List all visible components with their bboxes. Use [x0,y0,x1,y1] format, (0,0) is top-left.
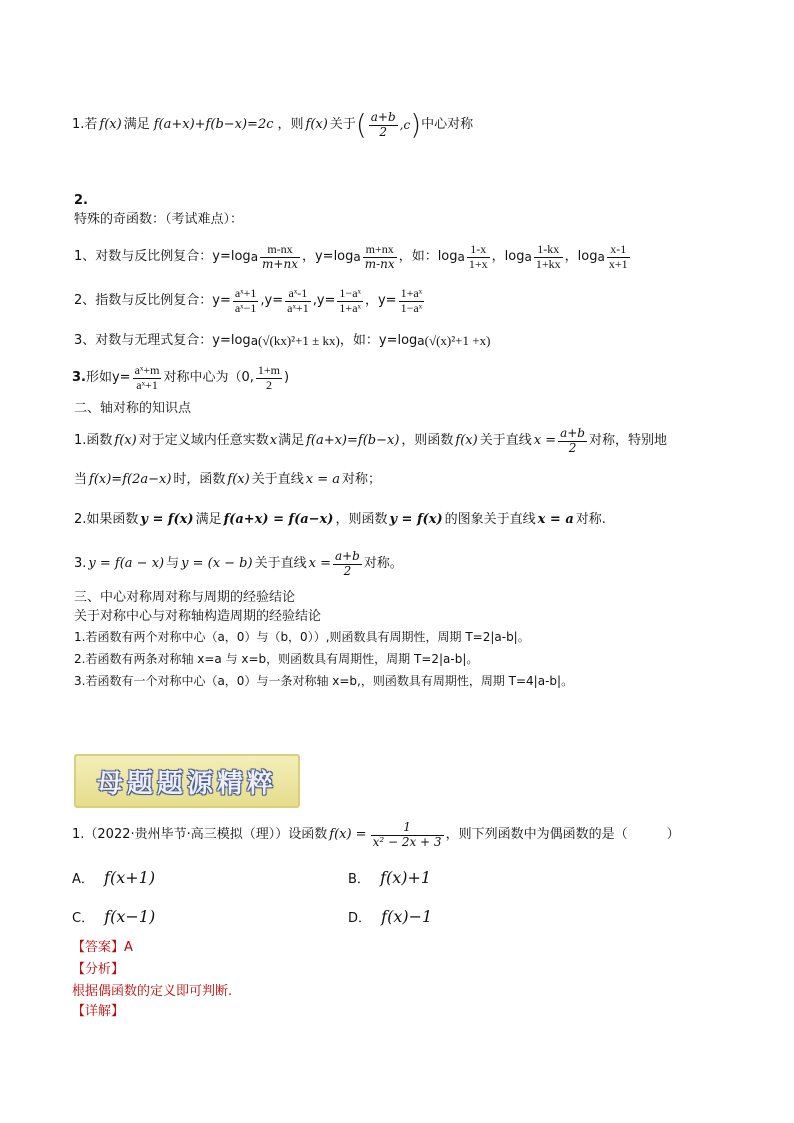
axis-p4-c: 关于直线 [254,556,307,572]
q1-detail-label: 【详解】 [72,1004,125,1019]
s3-end: ) [284,370,290,386]
s2-l1-c2: ，log [564,249,598,265]
s2-l2-f3d: 1+aˣ [339,300,361,315]
axis-p4-f2: y = (x − b) [181,556,253,572]
s3-cfrac [256,364,282,393]
axis-p1-f: 对称，特别地 [588,433,667,449]
q1-stem-fx: f(x) = [329,827,367,843]
s2-l1-ru: ，如：log [398,249,458,265]
axis-p3-x: x = a [537,512,574,527]
axis-p4 [74,546,403,582]
q1-opt-d-text: f(x)−1 [381,907,433,926]
s2-l2-f1d: aˣ−1 [234,300,257,315]
axis-p2-d: 对称； [341,472,381,487]
s2-l2-f1n: aˣ+1 [234,285,257,300]
s2-l1-f1n: m-nx [260,243,300,258]
s2-l2-f4n: 1+aˣ [400,285,423,300]
axis-p4-a: 3. [74,556,87,572]
axis-p1-b: 对于定义域内任意实数 [138,433,269,449]
axis-p3-eq: f(a+x) = f(a−x) [223,512,334,527]
s2-l1-f1d: m+nx [262,256,298,271]
s2-l1-frac5 [607,243,630,272]
s2-line2 [74,282,426,320]
q1-opt-b-text: f(x)+1 [380,868,432,887]
axis-p3-b: 满足 [195,512,222,527]
q1-stem [72,817,680,853]
axis-p3-d: 的图象关于直线 [444,512,536,527]
axis-p4-d: 对称。 [363,556,403,572]
q1-option-a[interactable] [72,868,155,888]
axis-p1-a: 1.函数 [74,433,113,449]
q1-stem-n: 1 [371,821,444,836]
s2-l2-f2d: aˣ+1 [287,300,309,315]
s2-l2-frac2 [285,287,311,316]
period-sub: 关于对称中心与对称轴构造周期的经验结论 [74,609,322,624]
q1-stem-b: ，则下列函数中为偶函数的是（ ） [445,827,680,843]
axis-p1-eq: f(a+x)=f(b−x) [306,433,400,449]
q1-option-c[interactable] [72,907,155,927]
axis-p1 [74,424,667,458]
axis-p3-a: 2.如果函数 [74,512,139,527]
s1-fx2: f(x) [305,117,328,133]
s2-line1 [74,238,632,276]
s2-l1-mid: ，y=log [301,249,354,265]
q1-opt-a-text: f(x+1) [104,868,156,887]
axis-p3-e: 对称. [575,512,606,527]
axis-p3-y: y = f(x) [140,512,194,527]
s2-l1-a3: a [457,249,465,264]
axis-p1-x2: x = [533,433,557,449]
s2-l2-sep1: ,y= [260,293,284,309]
q1-analysis-label: 【分析】 [72,962,125,977]
axis-heading: 二、轴对称的知识点 [74,401,192,416]
axis-p2-a: 当 [74,472,88,487]
s3-fn: aˣ+m [134,362,160,377]
q1-opt-a-label: A． [72,872,94,887]
section1-line [72,95,473,155]
s2-line3 [74,330,490,352]
s3-cn: 1+m [257,362,280,377]
period-item: 3.若函数有一个对称中心（a，0）与一条对称轴 x=b,，则函数具有周期性，周期 T=4|a-b|。 [74,674,574,688]
s2-l3-ru: ，如：y=log [339,333,418,349]
s2-l3-body2: (√(x)²+1 +x) [424,333,491,349]
q1-stem-d: x² − 2x + 3 [372,834,442,849]
q1-opt-b-label: B． [348,872,370,887]
axis-p4-den: 2 [343,563,352,578]
s2-l1-frac2 [363,243,397,272]
s2-l1-f2d: m-nx [364,256,395,271]
s2-l1-g3n: x-1 [607,243,630,258]
s1-lparen: ( [355,108,367,142]
s2-l2-sep2: ,y= [312,293,336,309]
q1-opt-c-text: f(x−1) [104,907,156,926]
s1-manzu: 满足 [123,117,150,133]
s2-l2-pre: 2、指数与反比例复合：y= [74,293,231,309]
s2-l3-a: a [250,333,259,348]
s1-eq: f(a+x)+f(b−x)=2c [153,117,274,133]
axis-p2 [74,472,381,488]
s2-l1-g1d: 1+x [468,256,488,271]
s2-l2-frac4 [399,287,425,316]
s2-l1-g2n: 1-kx [534,243,563,258]
axis-p1-d: ，则函数 [401,433,454,449]
axis-p4-b: 与 [166,556,180,572]
s2-title: 特殊的奇函数：（考试难点）： [74,212,244,227]
s1-guanyu: 关于 [329,117,356,133]
axis-p1-c: 满足 [278,433,305,449]
axis-p4-x: x = [308,556,331,572]
axis-p1-n: a+b [560,425,585,440]
s2-l2-frac1 [233,287,259,316]
axis-p2-b: 时，函数 [173,472,226,487]
s1-rparen: ) [410,108,422,142]
axis-p2-c: 关于直线 [251,472,304,487]
s2-l1-frac3 [467,243,490,272]
axis-p1-frac [558,427,587,456]
s2-l2-sep3: ，y= [364,293,397,309]
banner-text: 母题题源精粹 [96,768,277,799]
q1-opt-c-label: C． [72,911,95,926]
s1-ze: ，则 [277,117,304,133]
axis-p3-c: ，则函数 [335,512,388,527]
s1-ruo: 若 [84,117,98,133]
axis-p2-eq: f(x)=f(2a−x) [89,472,172,487]
s2-l1-a4: a [524,249,532,264]
s3-frac [133,364,162,393]
s1-tail: 中心对称 [421,117,474,133]
s2-l2-f2n: aˣ-1 [285,287,311,302]
period-item: 1.若函数有两个对称中心（a，0）与（b，0））,则函数具有周期性，周期 T=2|a-b|。 [74,630,530,644]
s2-l1-a2: a [353,249,361,264]
axis-p3-y2: y = f(x) [389,512,443,527]
s2-l1-g2d: 1+kx [535,256,561,271]
q1-stem-a: 1.（2022·贵州毕节·高三模拟（理））设函数 [72,827,328,843]
axis-p3 [74,512,606,528]
period-heading: 三、中心对称周对称与周期的经验结论 [74,590,296,605]
s2-l2-frac3 [337,287,363,316]
s2-l1-a: a [250,249,259,264]
q1-opt-d-label: D． [348,911,372,926]
s3-line [72,358,289,398]
section-banner [74,754,300,808]
s3-cd: 2 [265,377,272,392]
s3-num: 3. [72,370,86,386]
s1-pt-num: a+b [370,109,396,124]
s2-l1-frac4 [534,243,563,272]
s1-point-fraction [369,111,398,140]
s2-l1-g1n: 1-x [467,243,490,258]
axis-p1-e: 关于直线 [479,433,532,449]
s3-pre: 形如y= [85,370,131,386]
s1-pt-c: ,c [399,117,411,132]
s2-l1-a5: a [597,249,605,264]
s2-l1-g3d: x+1 [608,256,628,271]
axis-p1-den: 2 [568,440,577,455]
q1-option-d[interactable] [348,907,432,927]
s2-l2-f4d: 1−aˣ [400,300,423,315]
q1-analysis-text: 根据偶函数的定义即可判断. [72,984,233,999]
axis-p1-x: x [269,433,278,449]
axis-p2-fx: f(x) [227,472,250,487]
q1-option-b[interactable] [348,868,431,888]
s2-l2-f3n: 1−aˣ [339,285,361,300]
axis-p4-frac [333,550,362,579]
axis-p1-fx2: f(x) [455,433,478,449]
s2-num: 2. [74,193,88,208]
q1-answer: 【答案】A [72,940,133,955]
s2-l3-body: (√(kx)²+1 ± kx) [258,333,340,349]
axis-p2-x: x = a [305,472,340,487]
s1-pt-den: 2 [379,124,388,139]
s2-l1-c1: ，log [491,249,525,265]
axis-p1-fx: f(x) [114,433,137,449]
s1-fx: f(x) [99,117,122,133]
q1-stem-frac [371,821,444,850]
s2-l1-pre: 1、对数与反比例复合：y=log [74,249,251,265]
s2-l3-pre: 3、对数与无理式复合：y=log [74,333,251,349]
s3-fd: aˣ+1 [136,377,158,392]
period-item: 2.若函数有两条对称轴 x=a 与 x=b，则函数具有周期性，周期 T=2|a-b|。 [74,652,479,666]
s1-num: 1. [72,117,85,133]
axis-p4-n: a+b [334,548,360,563]
axis-p4-f1: y = f(a − x) [88,556,165,572]
s3-mid: 对称中心为（0, [163,370,254,386]
s2-l3-a2: a [417,333,425,348]
s2-l1-frac1 [260,243,300,272]
s2-l1-f2n: m+nx [363,243,397,258]
